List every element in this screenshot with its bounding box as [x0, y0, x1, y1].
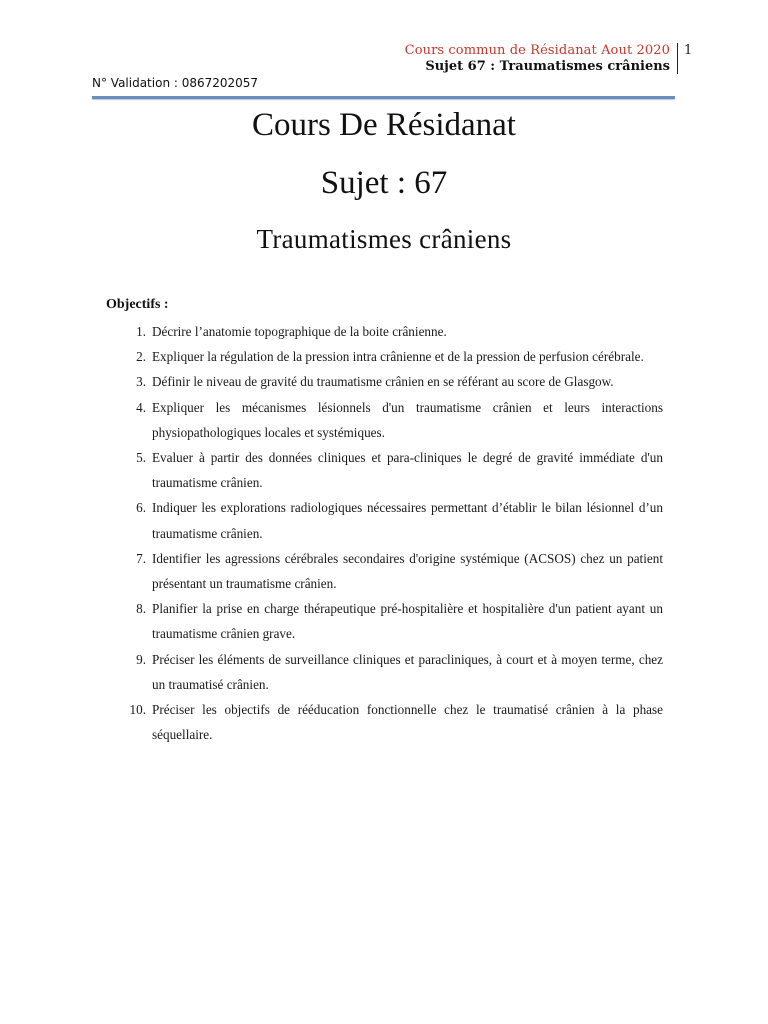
objective-number: 6.: [136, 500, 146, 516]
objectives-list: [106, 319, 663, 747]
objective-item: [106, 647, 663, 697]
subject-name-title: Traumatismes crâniens: [256, 224, 512, 254]
objective-number: 9.: [136, 651, 146, 667]
objective-text: Préciser les objectifs de rééducation fonctionnelle chez le traumatisé crânien à la phase séquellaire.: [152, 702, 663, 743]
header-divider: [677, 43, 678, 74]
objective-text: Evaluer à partir des données cliniques et para-cliniques le degré de gravité immédiate d'un traumatisme crânien.: [152, 450, 663, 491]
objectives-heading: Objectifs :: [106, 297, 169, 312]
objective-number: 2.: [136, 349, 146, 365]
main-title: Cours De Résidanat: [252, 107, 516, 143]
objective-number: 8.: [136, 601, 146, 617]
objective-item: [106, 495, 663, 545]
objective-text: Planifier la prise en charge thérapeutique pré-hospitalière et hospitalière d'un patient ayant un traumatisme crânien grave.: [152, 601, 663, 642]
subject-number-title: Sujet : 67: [320, 165, 448, 201]
objective-item: [106, 369, 663, 394]
objective-text: Identifier les agressions cérébrales secondaires d'origine systémique (ACSOS) chez un patient présentant un traumatisme crânien.: [152, 550, 663, 592]
objective-text: Décrire l’anatomie topographique de la boite crânienne.: [152, 324, 447, 339]
objective-text: Préciser les éléments de surveillance cliniques et paracliniques, à court et à moyen terme, chez un traumatisé crânien.: [152, 651, 663, 692]
objective-number: 5.: [136, 450, 146, 466]
objective-number: 10.: [129, 702, 146, 718]
objective-item: [106, 445, 663, 495]
header-subject: Sujet 67 : Traumatismes crâniens: [425, 59, 670, 74]
validation-number: N° Validation : 0867202057: [92, 76, 259, 90]
objective-item: [106, 596, 663, 646]
objective-text: Expliquer la régulation de la pression intra crânienne et de la pression de perfusion cérébrale.: [152, 349, 644, 365]
objective-item: [106, 546, 663, 596]
objective-number: 1.: [136, 324, 146, 339]
header-course-title: Cours commun de Résidanat Aout 2020: [404, 43, 670, 58]
objective-item: [106, 319, 663, 344]
objective-text: Définir le niveau de gravité du traumatisme crânien en se référant au score de Glasgow.: [152, 374, 614, 390]
objective-number: 4.: [136, 399, 146, 415]
objective-number: 3.: [136, 374, 146, 390]
objective-item: [106, 395, 663, 445]
header-rule: [92, 96, 675, 99]
objective-item: [106, 344, 663, 369]
objective-number: 7.: [136, 550, 146, 566]
objective-item: [106, 697, 663, 747]
objective-text: Expliquer les mécanismes lésionnels d'un traumatisme crânien et leurs interactions physiopathologiques locales et systémiques.: [152, 399, 663, 440]
page-number: 1: [684, 43, 693, 58]
objective-text: Indiquer les explorations radiologiques nécessaires permettant d’établir le bilan lésionnel d’un traumatisme crânien.: [152, 500, 663, 541]
